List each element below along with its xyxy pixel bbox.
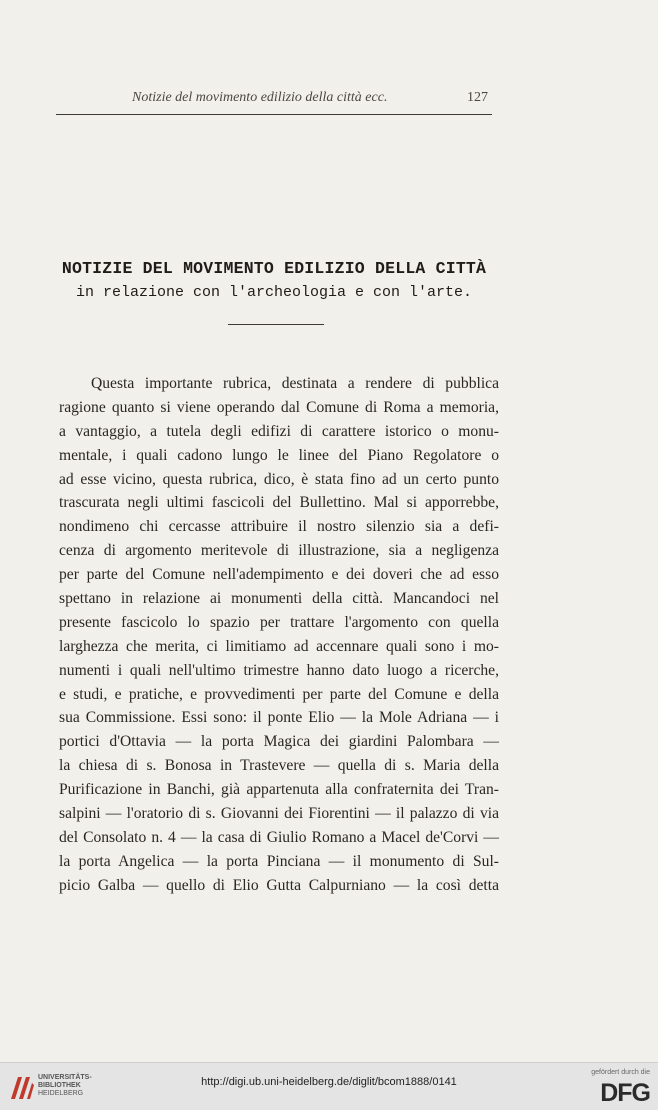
text-line: larghezza che merita, ci limitiamo ad accennare quali sono i mo- — [59, 637, 499, 655]
dfg-logo[interactable]: DFG — [600, 1079, 650, 1107]
text-line: numenti i quali nell'ultimo trimestre hanno dato luogo a ricerche, — [59, 661, 499, 679]
text-line: e studi, e pratiche, e provvedimenti per parte del Comune e della — [59, 685, 499, 703]
text-line: picio Galba — quello di Elio Gutta Calpurniano — la così detta — [59, 876, 499, 894]
text-line: a vantaggio, a tutela degli edifizi di carattere istorico o monu- — [59, 422, 499, 440]
article-title — [56, 258, 492, 304]
article-body — [59, 372, 499, 898]
text-line: portici d'Ottavia — la porta Magica dei giardini Palombara — — [59, 733, 499, 751]
header-rule — [56, 114, 492, 115]
text-line: salpini — l'oratorio di s. Giovanni dei Fiorentini — il palazzo di via — [59, 805, 499, 823]
running-title: Notizie del movimento edilizio della città ecc. — [132, 90, 388, 105]
library-name-line-1: UNIVERSITÄTS- — [38, 1074, 92, 1081]
funder-caption: gefördert durch die — [591, 1069, 650, 1076]
text-line: la porta Angelica — la porta Pinciana — il monumento di Sul- — [59, 852, 499, 870]
text-line: trascurata negli ultimi fascicoli del Bullettino. Mal si apporrebbe, — [59, 494, 499, 512]
text-line: la chiesa di s. Bonosa in Trastevere — quella di s. Maria della — [59, 757, 499, 775]
text-line: del Consolato n. 4 — la casa di Giulio Romano a Macel de'Corvi — — [59, 828, 499, 846]
text-line: per parte del Comune nell'adempimento e dei doveri che ad esso — [59, 566, 499, 584]
text-line: Questa importante rubrica, destinata a rendere di pubblica — [91, 375, 499, 392]
library-name-line-3: HEIDELBERG — [38, 1090, 84, 1097]
viewer-footer — [0, 1062, 658, 1110]
permalink-url[interactable]: http://digi.ub.uni-heidelberg.de/diglit/bcom1888/0141 — [201, 1076, 457, 1088]
page-number: 127 — [467, 90, 488, 105]
text-line: ad esse vicino, questa rubrica, dico, è stata fino ad un certo punto — [59, 470, 499, 488]
text-line: Purificazione in Banchi, già appartenuta alla confraternita dei Tran- — [59, 781, 499, 799]
title-rule — [228, 324, 324, 325]
text-line: sua Commissione. Essi sono: il ponte Elio — la Mole Adriana — i — [59, 709, 499, 727]
text-line: presente fascicolo lo spazio per trattare l'argomento con quella — [59, 613, 499, 631]
article-subtitle: in relazione con l'archeologia e con l'arte. — [75, 284, 473, 301]
article-title-line-1: NOTIZIE DEL MOVIMENTO EDILIZIO DELLA CITTÀ — [61, 259, 487, 278]
text-line: nondimeno chi cercasse attribuire il nostro silenzio sia a defi- — [59, 518, 499, 536]
text-line: cenza di argomento meritevole di illustrazione, sia a negligenza — [59, 542, 499, 560]
library-name-line-2: BIBLIOTHEK — [38, 1082, 81, 1089]
running-head — [56, 90, 492, 110]
text-line: spettano in relazione ai monumenti della città. Mancandoci nel — [59, 590, 499, 608]
text-line: mentale, i quali cadono lungo le linee del Piano Regolatore o — [59, 446, 499, 464]
text-line: ragione quanto si viene operando dal Comune di Roma a memoria, — [59, 398, 499, 416]
